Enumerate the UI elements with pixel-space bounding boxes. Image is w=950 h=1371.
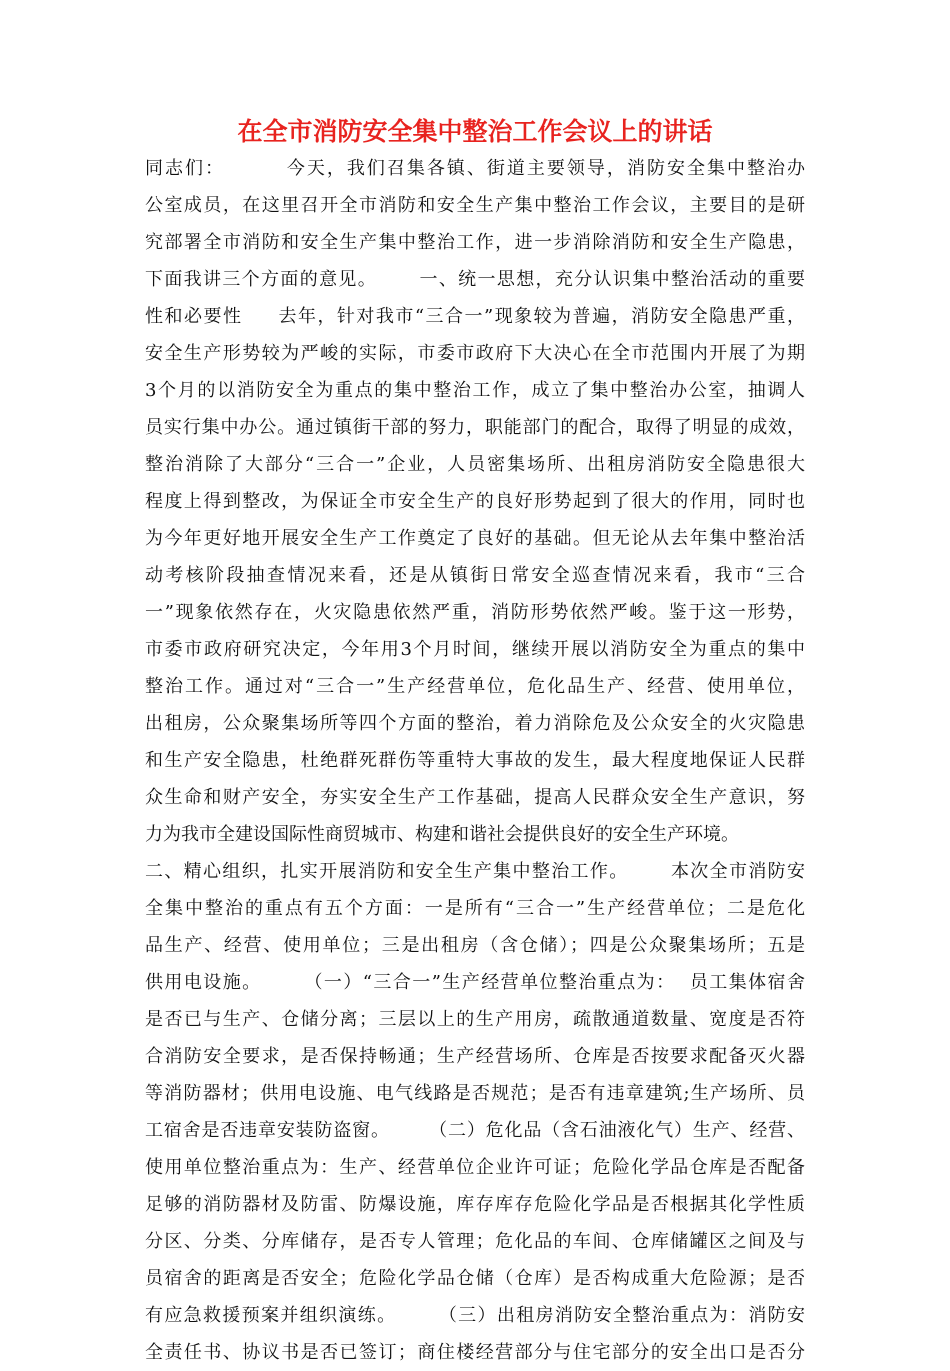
body-line: 同志们： 今天，我们召集各镇、街道主要领导，消防安全集中整治办	[145, 158, 805, 179]
body-line: 员宿舍的距离是否安全；危险化学品仓储（仓库）是否构成重大危险源；是否	[145, 1268, 805, 1289]
body-line: 安全生产形势较为严峻的实际，市委市政府下大决心在全市范围内开展了为期	[145, 343, 805, 364]
body-line: 使用单位整治重点为：生产、经营单位企业许可证；危险化学品仓库是否配备	[145, 1157, 805, 1178]
body-line: 下面我讲三个方面的意见。 一、统一思想，充分认识集中整治活动的重要	[145, 269, 805, 290]
body-line: 足够的消防器材及防雷、防爆设施，库存库存危险化学品是否根据其化学性质	[145, 1194, 805, 1215]
body-line: 一”现象依然存在，火灾隐患依然严重，消防形势依然严峻。鉴于这一形势，	[145, 602, 805, 623]
body-line: 性和必要性 去年，针对我市“三合一”现象较为普遍，消防安全隐患严重，	[145, 306, 805, 327]
body-line: 究部署全市消防和安全生产集中整治工作，进一步消除消防和安全生产隐患，	[145, 232, 805, 253]
body-line: 公室成员，在这里召开全市消防和安全生产集中整治工作会议，主要目的是研	[145, 195, 805, 216]
body-line: 供用电设施。 （一）“三合一”生产经营单位整治重点为： 员工集体宿舍	[145, 972, 805, 993]
body-line: 力为我市全建设国际性商贸城市、构建和谐社会提供良好的安全生产环境。	[145, 824, 739, 845]
body-line: 有应急救援预案并组织演练。 （三）出租房消防安全整治重点为：消防安	[145, 1305, 805, 1326]
body-line: 3个月的以消防安全为重点的集中整治工作，成立了集中整治办公室，抽调人	[145, 380, 805, 401]
body-line: 出租房，公众聚集场所等四个方面的整治，着力消除危及公众安全的火灾隐患	[145, 713, 805, 734]
body-line: 整治工作。通过对“三合一”生产经营单位，危化品生产、经营、使用单位，	[145, 676, 805, 697]
body-line: 是否已与生产、仓储分离；三层以上的生产用房，疏散通道数量、宽度是否符	[145, 1009, 805, 1030]
body-line: 分区、分类、分库储存，是否专人管理；危化品的车间、仓库储罐区之间及与	[145, 1231, 805, 1252]
body-line: 员实行集中办公。通过镇街干部的努力，职能部门的配合，取得了明显的成效，	[145, 417, 805, 438]
body-line: 程度上得到整改，为保证全市安全生产的良好形势起到了很大的作用，同时也	[145, 491, 805, 512]
body-line: 等消防器材；供用电设施、电气线路是否规范；是否有违章建筑;生产场所、员	[145, 1083, 805, 1104]
body-line: 为今年更好地开展安全生产工作奠定了良好的基础。但无论从去年集中整治活	[145, 528, 805, 549]
body-line: 工宿舍是否违章安装防盗窗。 （二）危化品（含石油液化气）生产、经营、	[145, 1120, 805, 1141]
body-line: 动考核阶段抽查情况来看，还是从镇街日常安全巡查情况来看，我市“三合	[145, 565, 805, 586]
body-line: 全集中整治的重点有五个方面：一是所有“三合一”生产经营单位；二是危化	[145, 898, 805, 919]
body-line: 和生产安全隐患，杜绝群死群伤等重特大事故的发生，最大程度地保证人民群	[145, 750, 805, 771]
document-body	[145, 150, 805, 1371]
document-title: 在全市消防安全集中整治工作会议上的讲话	[237, 117, 713, 146]
body-line: 市委市政府研究决定，今年用3个月时间，继续开展以消防安全为重点的集中	[145, 639, 805, 660]
body-line: 全责任书、协议书是否已签订；商住楼经营部分与住宅部分的安全出口是否分	[145, 1342, 805, 1363]
body-line: 二、精心组织，扎实开展消防和安全生产集中整治工作。 本次全市消防安	[145, 861, 805, 882]
body-line: 整治消除了大部分“三合一”企业，人员密集场所、出租房消防安全隐患很大	[145, 454, 805, 475]
body-line: 众生命和财产安全，夯实安全生产工作基础，提高人民群众安全生产意识，努	[145, 787, 805, 808]
body-line: 合消防安全要求，是否保持畅通；生产经营场所、仓库是否按要求配备灭火器	[145, 1046, 805, 1067]
body-line: 品生产、经营、使用单位；三是出租房（含仓储）；四是公众聚集场所；五是	[145, 935, 805, 956]
